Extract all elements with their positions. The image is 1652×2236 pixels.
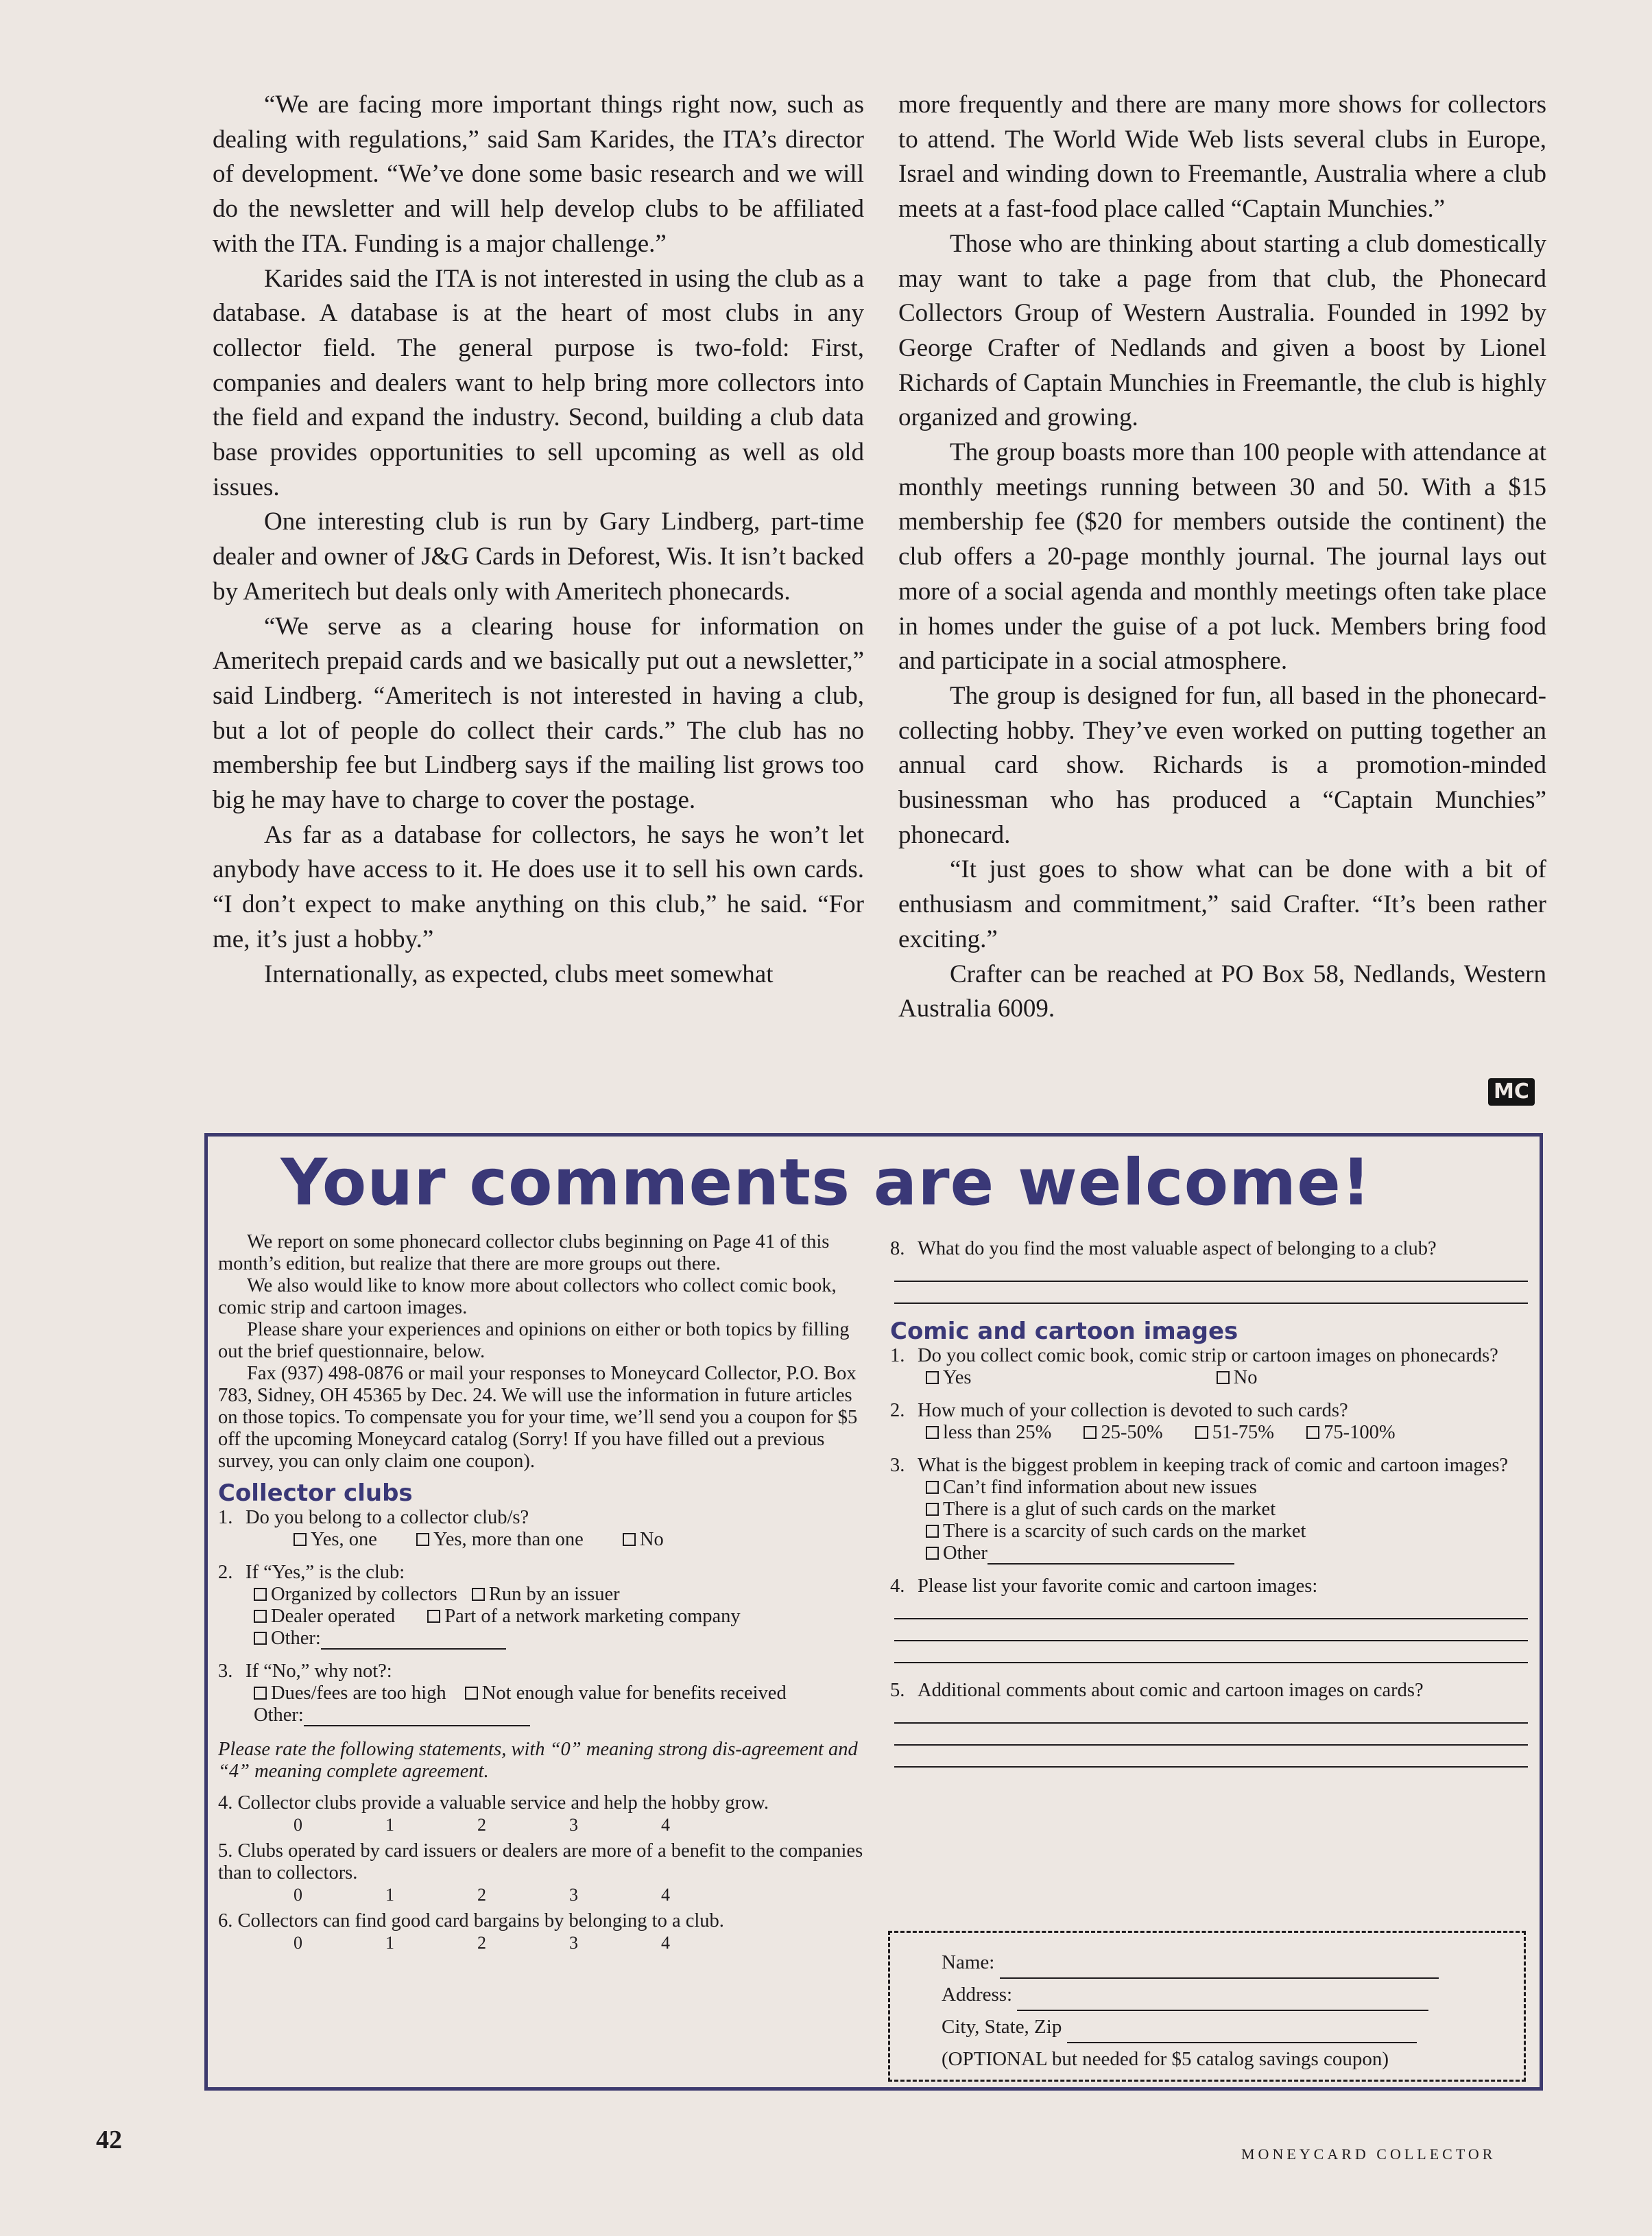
checkbox-organized-by-collectors[interactable]: Organized by collectors	[254, 1584, 457, 1606]
article-paragraph: “We serve as a clearing house for information on Ameritech prepaid cards and we basically put out a newsletter,” said Lindberg. “Ameritech is not interested in having a club, but a lot of people do collect their cards.” The club has no membership fee but Lindberg says if the mailing list grows too big he may have to charge to cover the postage.	[213, 612, 864, 815]
article-paragraph: more frequently and there are many more shows for collectors to attend. The World Wide Web lists several clubs in Europe, Israel and winding down to Freemantle, Australia where a club meets at a fast-food place called “Captain Munchies.”	[898, 91, 1546, 224]
article-column-left	[213, 88, 864, 992]
questionnaire-intro	[218, 1231, 866, 1473]
answer-line[interactable]	[894, 1597, 1528, 1619]
address-field[interactable]: Address:	[942, 1979, 1524, 2011]
question-comic-5	[890, 1680, 1528, 1768]
questionnaire-headline: Your comments are welcome!	[280, 1145, 1372, 1220]
checkbox-not-enough-value[interactable]: Not enough value for benefits received	[465, 1682, 787, 1704]
intro-paragraph: We report on some phonecard collector clubs beginning on Page 41 of this month’s edition, but realize that there are more groups out there.	[218, 1231, 830, 1274]
article-paragraph: Internationally, as expected, clubs meet somewhat	[264, 960, 774, 988]
checkbox-dealer-operated[interactable]: Dealer operated	[254, 1606, 395, 1628]
questionnaire-right-column	[890, 1238, 1528, 1779]
question-number: 3.	[890, 1455, 905, 1476]
question-text: Please list your favorite comic and cartoon images:	[918, 1575, 1318, 1597]
question-number: 8.	[890, 1238, 905, 1259]
question-comic-3	[890, 1455, 1528, 1565]
contact-info-box	[888, 1931, 1526, 2082]
question-number: 2.	[218, 1562, 233, 1583]
checkbox-scarcity[interactable]: There is a scarcity of such cards on the market	[926, 1521, 1306, 1542]
article-column-right	[898, 88, 1546, 1027]
checkbox-yes-more-than-one[interactable]: Yes, more than one	[416, 1529, 584, 1551]
checkbox-other[interactable]: Other:	[254, 1628, 506, 1650]
question-number: 2.	[890, 1400, 905, 1421]
name-field[interactable]: Name:	[942, 1947, 1524, 1979]
question-number: 3.	[218, 1661, 233, 1682]
section-title-collector-clubs: Collector clubs	[218, 1479, 413, 1507]
question-text: How much of your collection is devoted to such cards?	[918, 1400, 1348, 1421]
answer-line[interactable]	[894, 1702, 1528, 1724]
question-text: If “Yes,” is the club:	[246, 1562, 405, 1583]
article-paragraph: Crafter can be reached at PO Box 58, Nedlands, Western Australia 6009.	[898, 960, 1546, 1023]
article-paragraph: The group boasts more than 100 people with attendance at monthly meetings running between 30 and 50. With a $15 membership fee ($20 for members outside the continent) the club offers a 20-page monthly journal. The journal lays out more of a social agenda and monthly meetings often take place in homes under the guise of a pot luck. Members bring food and participate in a social atmosphere.	[898, 438, 1546, 676]
question-comic-2	[890, 1400, 1528, 1444]
answer-line[interactable]	[894, 1724, 1528, 1746]
rating-instructions: Please rate the following statements, with “0” meaning strong dis-agreement and “4” meaning complete agreement.	[218, 1739, 858, 1782]
rating-statement-4	[218, 1792, 866, 1836]
checkbox-dues-too-high[interactable]: Dues/fees are too high	[254, 1682, 446, 1704]
question-text: What is the biggest problem in keeping track of comic and cartoon images?	[918, 1455, 1509, 1476]
answer-line[interactable]	[894, 1282, 1528, 1304]
checkbox-yes[interactable]: Yes	[926, 1367, 971, 1389]
other-line[interactable]	[321, 1633, 506, 1650]
article-paragraph: One interesting club is run by Gary Lindberg, part-time dealer and owner of J&G Cards in Deforest, Wis. It isn’t backed by Ameritech but deals only with Ameritech phonecards.	[213, 508, 864, 606]
rating-statement-6	[218, 1910, 866, 1954]
rating-scale[interactable]: 0 1 2 3 4	[294, 1815, 670, 1835]
question-number: 4.	[890, 1575, 905, 1597]
checkbox-no[interactable]: No	[1217, 1367, 1258, 1389]
checkbox-network-marketing[interactable]: Part of a network marketing company	[427, 1606, 740, 1628]
question-number: 1.	[890, 1345, 905, 1366]
article-paragraph: The group is designed for fun, all based in the phonecard-collecting hobby. They’ve even worked on putting together an annual card show. Richards is a promotion-minded businessman who has produced a “Captain Munchies” phonecard.	[898, 681, 1546, 849]
questionnaire-left-column	[218, 1231, 866, 1958]
magazine-name: MONEYCARD COLLECTOR	[1241, 2145, 1496, 2163]
rating-scale[interactable]: 0 1 2 3 4	[294, 1933, 670, 1953]
article-paragraph: “It just goes to show what can be done with a bit of enthusiasm and commitment,” said Crafter. “It’s been rather exciting.”	[898, 855, 1546, 953]
section-title-comic-images: Comic and cartoon images	[890, 1318, 1238, 1345]
question-text: Do you collect comic book, comic strip or cartoon images on phonecards?	[918, 1345, 1498, 1366]
other-line[interactable]	[987, 1548, 1234, 1565]
checkbox-25-50[interactable]: 25-50%	[1084, 1422, 1162, 1444]
rating-scale[interactable]: 0 1 2 3 4	[294, 1885, 670, 1905]
question-comic-4	[890, 1575, 1528, 1663]
checkbox-glut[interactable]: There is a glut of such cards on the market	[926, 1499, 1276, 1520]
article-paragraph: Those who are thinking about starting a club domestically may want to take a page from that club, the Phonecard Collectors Group of Western Australia. Founded in 1992 by George Crafter of Nedlands and given a boost by Lionel Richards of Captain Munchies in Freemantle, the club is highly organized and growing.	[898, 229, 1546, 432]
page-number: 42	[96, 2126, 122, 2154]
statement-text: 5. Clubs operated by card issuers or dealers are more of a benefit to the companies than to collectors.	[218, 1840, 863, 1883]
checkbox-51-75[interactable]: 51-75%	[1195, 1422, 1274, 1444]
city-state-zip-field[interactable]: City, State, Zip	[942, 2011, 1524, 2043]
question-clubs-3	[218, 1661, 866, 1726]
checkbox-other[interactable]: Other	[926, 1543, 1234, 1564]
other-line[interactable]	[304, 1710, 530, 1726]
end-of-article-logo: MC	[1488, 1078, 1535, 1106]
question-comic-1	[890, 1345, 1528, 1389]
question-clubs-2	[218, 1562, 866, 1650]
question-text: Additional comments about comic and cartoon images on cards?	[918, 1680, 1424, 1701]
other-label: Other:	[254, 1704, 304, 1726]
intro-paragraph: We also would like to know more about collectors who collect comic book, comic strip and cartoon images.	[218, 1275, 837, 1318]
article-paragraph: Karides said the ITA is not interested in using the club as a database. A database is at the heart of most clubs in any collector field. The general purpose is two-fold: First, companies and dealers want to help bring more collectors into the field and expand the industry. Second, building a club data base provides opportunities to sell upcoming as well as old issues.	[213, 264, 864, 501]
question-number: 5.	[890, 1680, 905, 1701]
checkbox-cant-find-info[interactable]: Can’t find information about new issues	[926, 1477, 1257, 1498]
question-clubs-8	[890, 1238, 1528, 1304]
article-paragraph: “We are facing more important things right now, such as dealing with regulations,” said Sam Karides, the ITA’s director of development. “We’ve done some basic research and we will do the newsletter and will help develop clubs to be affiliated with the ITA. Funding is a major challenge.”	[213, 91, 864, 258]
checkbox-yes-one[interactable]: Yes, one	[294, 1529, 377, 1551]
article-paragraph: As far as a database for collectors, he says he won’t let anybody have access to it. He does use it to sell his own cards. “I don’t expect to make anything on this club,” he said. “For me, it’s just a hobby.”	[213, 820, 864, 953]
checkbox-75-100[interactable]: 75-100%	[1306, 1422, 1395, 1444]
checkbox-no[interactable]: No	[623, 1529, 664, 1551]
statement-text: 4. Collector clubs provide a valuable service and help the hobby grow.	[218, 1792, 769, 1813]
question-text: Do you belong to a collector club/s?	[246, 1507, 529, 1528]
question-text: What do you find the most valuable aspect of belonging to a club?	[918, 1238, 1437, 1259]
answer-line[interactable]	[894, 1746, 1528, 1768]
answer-line[interactable]	[894, 1641, 1528, 1663]
intro-paragraph: Please share your experiences and opinions on either or both topics by filling out the brief questionnaire, below.	[218, 1319, 850, 1362]
answer-line[interactable]	[894, 1619, 1528, 1641]
question-clubs-1	[218, 1507, 866, 1551]
answer-line[interactable]	[894, 1260, 1528, 1282]
checkbox-run-by-issuer[interactable]: Run by an issuer	[472, 1584, 620, 1606]
statement-text: 6. Collectors can find good card bargains by belonging to a club.	[218, 1910, 724, 1931]
checkbox-less-than-25[interactable]: less than 25%	[926, 1422, 1051, 1444]
question-text: If “No,” why not?:	[246, 1661, 392, 1682]
question-number: 1.	[218, 1507, 233, 1528]
intro-paragraph: Fax (937) 498-0876 or mail your responses to Moneycard Collector, P.O. Box 783, Sidney, OH 45365 by Dec. 24. We will use the information in future articles on those topics. To compensate you for your time, we’ll send you a coupon for $5 off the upcoming Moneycard catalog (Sorry! If you have filled out a previous survey, you can only claim one coupon).	[218, 1363, 858, 1472]
rating-statement-5	[218, 1840, 866, 1906]
optional-note: (OPTIONAL but needed for $5 catalog savings coupon)	[942, 2048, 1389, 2070]
